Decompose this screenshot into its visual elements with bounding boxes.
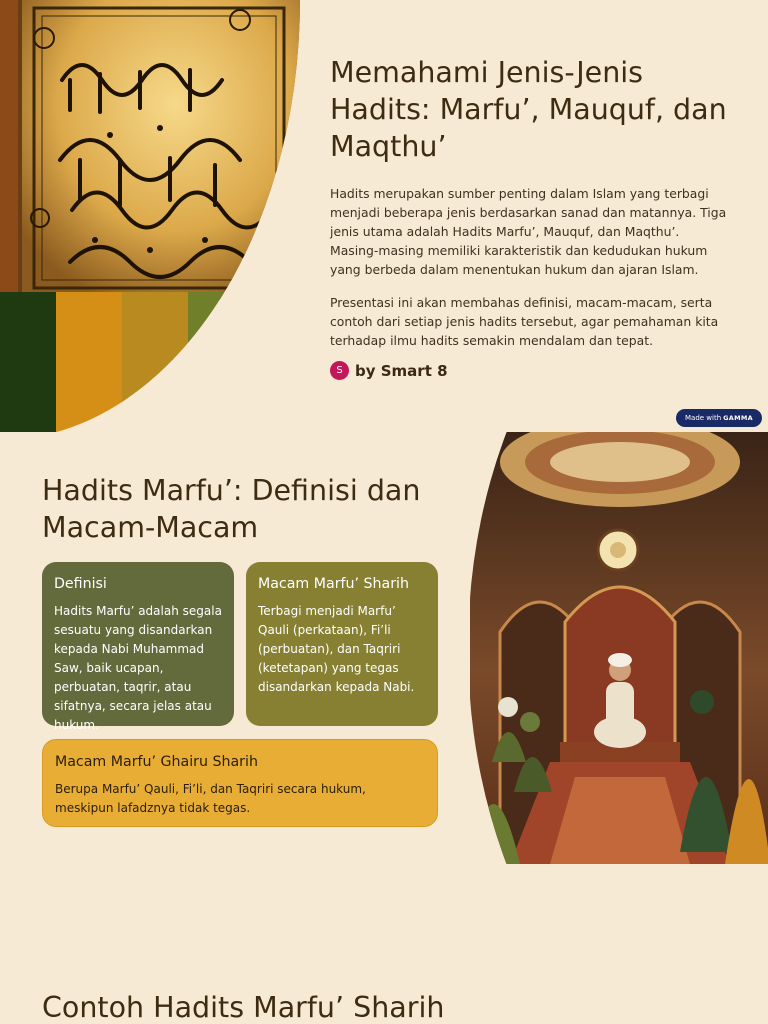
made-with-label: Made with — [685, 414, 722, 422]
card-body: Terbagi menjadi Marfu’ Qauli (perkataan), Fi’li (perbuatan), dan Taqriri (ketetapan) yang tegas disandarkan kepada Nabi. — [258, 604, 415, 694]
summary-paragraph: Presentasi ini akan membahas definisi, macam-macam, serta contoh dari setiap jenis hadits tersebut, agar pemahaman kita terhadap ilmu hadits semakin mendalam dan tepat. — [330, 295, 719, 348]
card-heading: Macam Marfu’ Ghairu Sharih — [55, 754, 258, 770]
section-title: Hadits Marfu’: Definisi dan Macam-Macam — [42, 474, 421, 544]
slide-contoh-marfu-sharih — [0, 864, 768, 1024]
author-name: by Smart 8 — [355, 361, 448, 380]
scholar-hall-image — [470, 432, 768, 864]
card-marfu-sharih — [246, 562, 438, 726]
card-heading: Definisi — [54, 576, 107, 592]
manuscript-image — [0, 0, 300, 432]
presentation-title: Memahami Jenis-Jenis Hadits: Marfu’, Mauquf, dan Maqthu’ — [330, 56, 727, 163]
gamma-logo: GAMMA — [723, 414, 753, 422]
card-heading: Macam Marfu’ Sharih — [258, 576, 409, 592]
card-body: Hadits Marfu’ adalah segala sesuatu yang disandarkan kepada Nabi Muhammad Saw, baik ucapan, perbuatan, taqrir, atau sifatnya, secara jelas atau hukum. — [54, 604, 222, 732]
slide-intro — [0, 0, 768, 432]
made-with-gamma-badge[interactable] — [676, 409, 762, 427]
card-definisi — [42, 562, 234, 732]
slide-marfu-definition — [0, 432, 768, 864]
intro-paragraph: Hadits merupakan sumber penting dalam Islam yang terbagi menjadi beberapa jenis berdasarkan sanad dan matannya. Tiga jenis utama adalah Hadits Marfu’, Mauquf, dan Maqthu’. Masing-masing memiliki karakteristik dan kedudukan hukum yang berbeda dalam menentukan hukum dan ajaran Islam. — [330, 186, 727, 277]
avatar: S — [330, 361, 349, 380]
card-body: Berupa Marfu’ Qauli, Fi’li, dan Taqriri secara hukum, meskipun lafadznya tidak tegas. — [55, 782, 366, 815]
author-byline — [330, 361, 448, 380]
section-title: Contoh Hadits Marfu’ Sharih — [42, 991, 445, 1024]
card-marfu-ghairu-sharih — [42, 739, 438, 827]
